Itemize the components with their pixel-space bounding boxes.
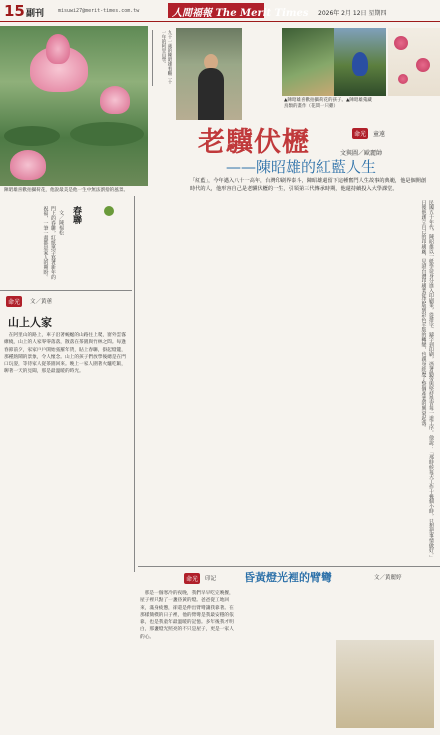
section-name: 副刊 [26, 9, 45, 19]
bird-figure [352, 52, 368, 76]
main-headline: 老驥伏櫪 [198, 127, 310, 158]
newspaper-logo: 人間福報 The Merit Times [168, 3, 264, 18]
issue-date: 2026年 2月 12日 星期四 [318, 10, 387, 17]
bottom-article-author: 文／黃麗婷 [374, 575, 402, 581]
left-article-title: 山上人家 [8, 316, 52, 329]
lotus-photo-caption: 陳昭雄喜歡拍攝荷花，他說最美是他一生中無法割捨的風景。 [4, 188, 129, 193]
leaf-icon [104, 206, 114, 216]
poem-author: 文／陳福松 [58, 210, 64, 235]
garden-photo [282, 28, 334, 96]
photos-caption: ▲陳昭雄喜歡拍攝荷花的孩子。▲陳昭雄蒐藏鳥類的畫作（花間一只雞） [284, 98, 372, 110]
flower-painting [388, 28, 440, 96]
section-divider [0, 290, 132, 291]
column-divider [134, 196, 135, 572]
bottom-column-badge: 命光 [184, 573, 200, 584]
bottom-divider [138, 566, 440, 567]
main-author: 文與圖／歐麗帥 [340, 150, 383, 157]
contact-email[interactable]: misuwi27@merit-times.com.tw [58, 8, 140, 14]
column-name: 童遠 [373, 131, 386, 138]
portrait-photo [176, 28, 242, 120]
portrait-caption: 九十一歲的陳昭雄看顧二十一年的阿里山學。 [152, 30, 172, 86]
bottom-article-title: 昏黃燈光裡的臂彎 [244, 571, 332, 584]
column-badge: 命光 [352, 128, 368, 139]
bottom-column-label: 印記 [205, 576, 217, 582]
poem-body: 門上的春聯，紅紙黑字寫著新年的祝福，一筆一畫都是家人的期盼。 [42, 206, 56, 280]
main-subtitle: ——陳昭雄的紅藍人生 [226, 158, 377, 176]
left-article-author: 文／黃蕙 [30, 299, 53, 305]
left-article-body: 在阿里山的路上，車子沿著蜿蜒的山路往上爬，窗外雲霧繚繞，山上的人家零零落落，散落在茶園與竹林之間。每逢春節前夕，家家戶戶開始張羅年貨，貼上春聯，掛起燈籠，那種熱鬧的景象，令人懷念。山上的孩子們放學後總是在門口玩耍，等待家人從茶園回來。晚上一家人圍著火爐吃飯，聊著一天的見聞，那是最溫暖的時光。 [4, 333, 126, 375]
lotus-photo [0, 26, 148, 186]
left-column-badge: 命光 [6, 296, 22, 307]
bottom-article-body: 那是一個寒冷的夜晚，我們早早吃完晚餐，屋子裡只點了一盞昏黃的燈。爸爸從工地回來，滿身疲憊，卻還是伸出臂彎讓我靠著。在那樣簡樸的日子裡，他的臂彎是我最安穩的依靠，也是我童年最溫暖的記憶。多年後我才明白，那盞燈光照亮的不只是屋子，更是一家人的心。 [140, 591, 234, 640]
main-body-text: 民國五十年代，陳昭雄以一紙學徒身分進入印刷業，從排字、鑄字到印刷，憑著勤勞與堅持學習每一道工序。他說：「那時候每天工作十幾個小時，只想把事情做好。」日後他創立自己的印刷廠，見證台灣印刷業從活版到彩色平版的轉變，也親身經歷了整個產業的興衰起落。 [420, 200, 434, 561]
page-number: 15 [4, 2, 25, 20]
bottom-illustration [336, 640, 434, 728]
poem-title: 春聯 [71, 206, 81, 224]
person-figure [198, 68, 224, 120]
bird-photo [334, 28, 386, 96]
main-lead: 「紅藍」，今年邁入八十一高年，台灣印刷界泰斗，陳昭雄還留下這種奮鬥人生故事的典範，他是個開創時代的人，他形容自己是老驥伏櫪的一生，引領第三代傳承時期，他還持續投入大學課堂。 [190, 178, 427, 192]
